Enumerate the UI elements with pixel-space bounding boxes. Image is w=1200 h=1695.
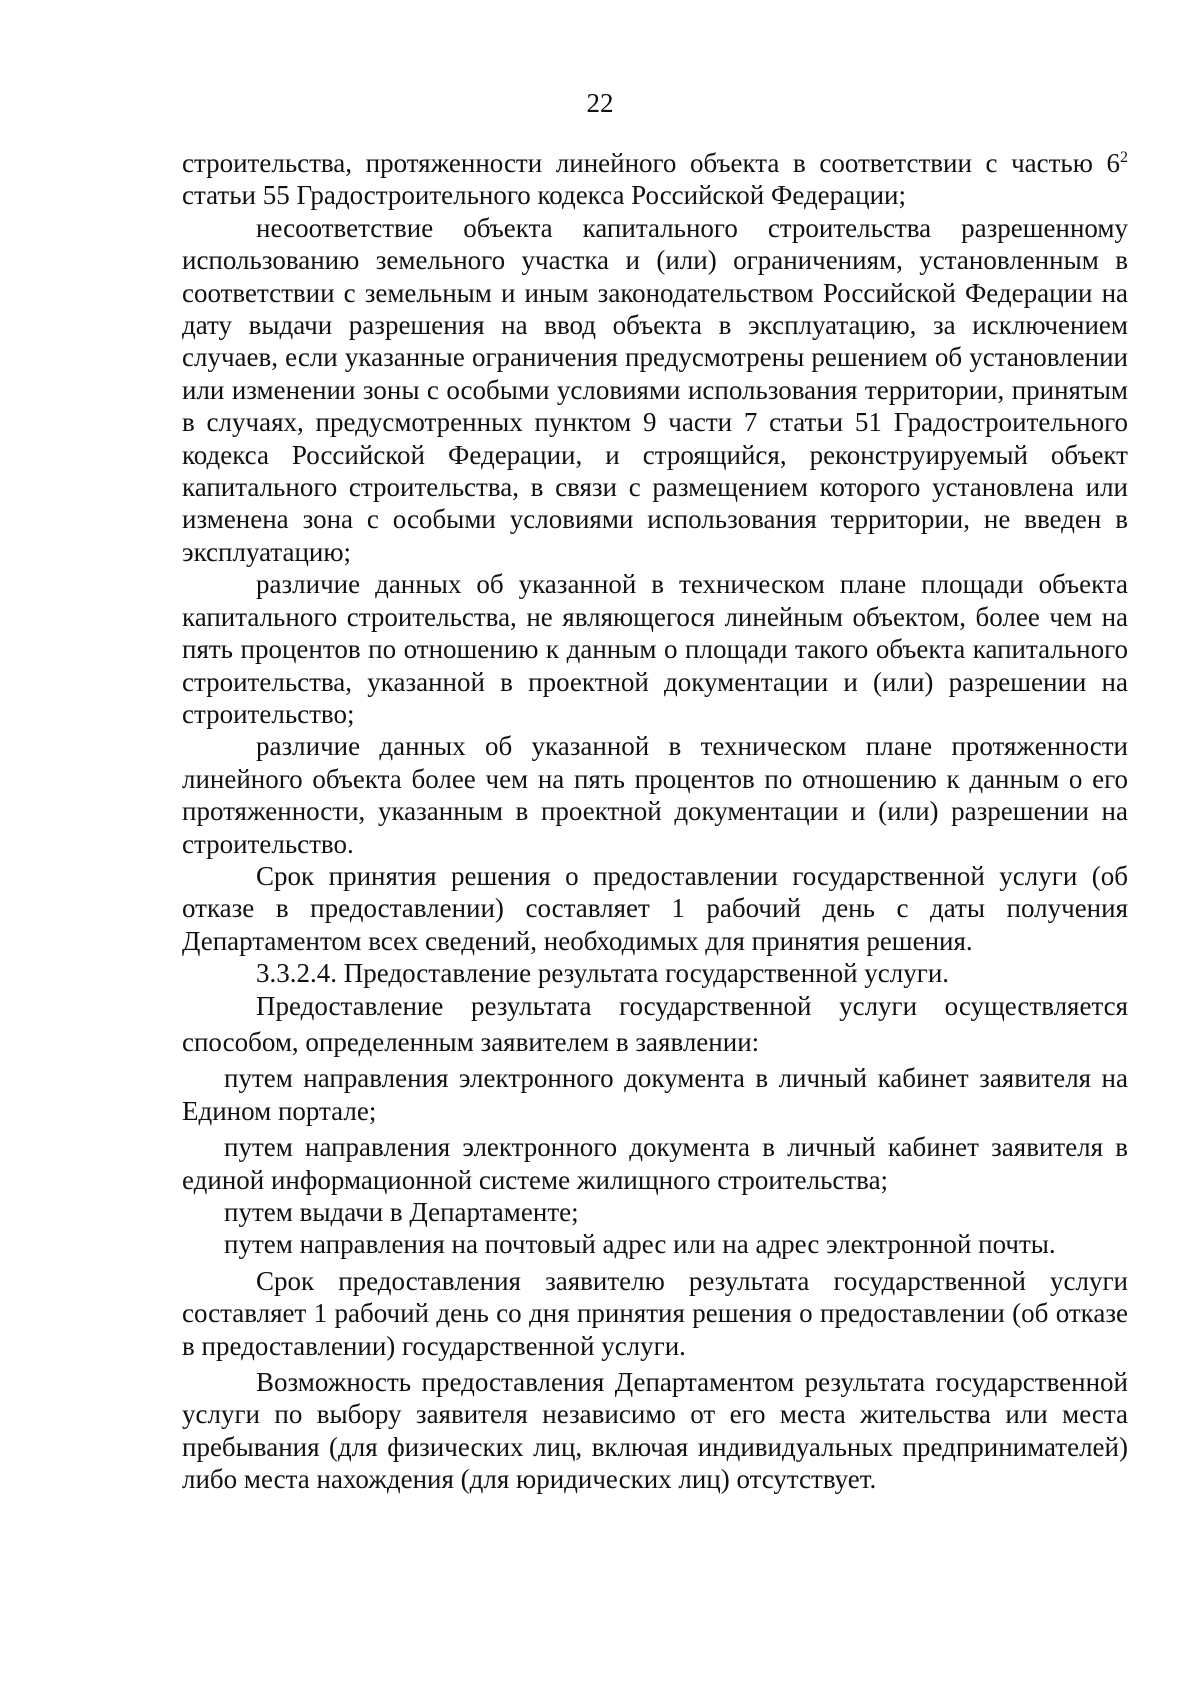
document-body [182, 147, 1128, 1496]
list-item: путем направления электронного документа в личный кабинет заявителя на Едином портале; [182, 1063, 1128, 1126]
paragraph: Срок предоставления заявителю результата государственной услуги составляет 1 рабочий день со дня принятия решения о предоставлении (об отказе в предоставлении) государственной услуги. [182, 1265, 1128, 1361]
list-item: путем выдачи в Департаменте; [224, 1197, 579, 1227]
section-heading: 3.3.2.4. Предоставление результата государственной услуги. [256, 958, 950, 989]
list-item: путем направления электронного документа в личный кабинет заявителя в единой информационной системе жилищного строительства; [182, 1132, 1128, 1195]
paragraph-text: статьи 55 Градостроительного кодекса Российской Федерации; [182, 180, 907, 211]
paragraph: Предоставление результата государственной услуги осуществляется [256, 990, 1128, 1021]
paragraph-text: строительства, протяженности линейного объекта в соответствии с частью 6 [182, 148, 1120, 178]
paragraph: различие данных об указанной в техническом плане протяженности линейного объекта более чем на пять процентов по отношению к данным о его протяженности, указанным в проектной документации и (или) разрешении на строительство. [182, 731, 1128, 859]
paragraph-continuation [182, 147, 1128, 212]
paragraph: несоответствие объекта капитального строительства разрешенному использованию земельного участка и (или) ограничениям, установленным в соответствии с земельным и иным законодательством Российской Федерации на дату выдачи разрешения на ввод объекта в эксплуатацию, за исключением случаев, если указанные ограничения предусмотрены решением об установлении или изменении зоны с особыми условиями использования территории, принятым в случаях, предусмотренных пунктом 9 части 7 статьи 51 Градостроительного кодекса Российской Федерации, и строящийся, реконструируемый объект капитального строительства, в связи с размещением которого установлена или изменена зона с особыми условиями использования территории, не введен в эксплуатацию; [182, 212, 1128, 567]
paragraph-continuation: способом, определенным заявителем в заявлении: [182, 1026, 760, 1057]
paragraph: Срок принятия решения о предоставлении государственной услуги (об отказе в предоставлении) составляет 1 рабочий день с даты получения Департаментом всех сведений, необходимых для принятия решения. [182, 860, 1128, 956]
superscript: 2 [1120, 149, 1128, 166]
paragraph: различие данных об указанной в техническом плане площади объекта капитального строительства, не являющегося линейным объектом, более чем на пять процентов по отношению к данным о площади такого объекта капитального строительства, указанной в проектной документации и (или) разрешении на строительство; [182, 569, 1128, 729]
page-number: 22 [586, 88, 614, 118]
list-item: путем направления на почтовый адрес или на адрес электронной почты. [224, 1229, 1056, 1260]
paragraph: Возможность предоставления Департаментом результата государственной услуги по выбору заявителя независимо от его места жительства или места пребывания (для физических лиц, включая индивидуальных предпринимателей) либо места нахождения (для юридических лиц) отсутствует. [182, 1367, 1128, 1495]
